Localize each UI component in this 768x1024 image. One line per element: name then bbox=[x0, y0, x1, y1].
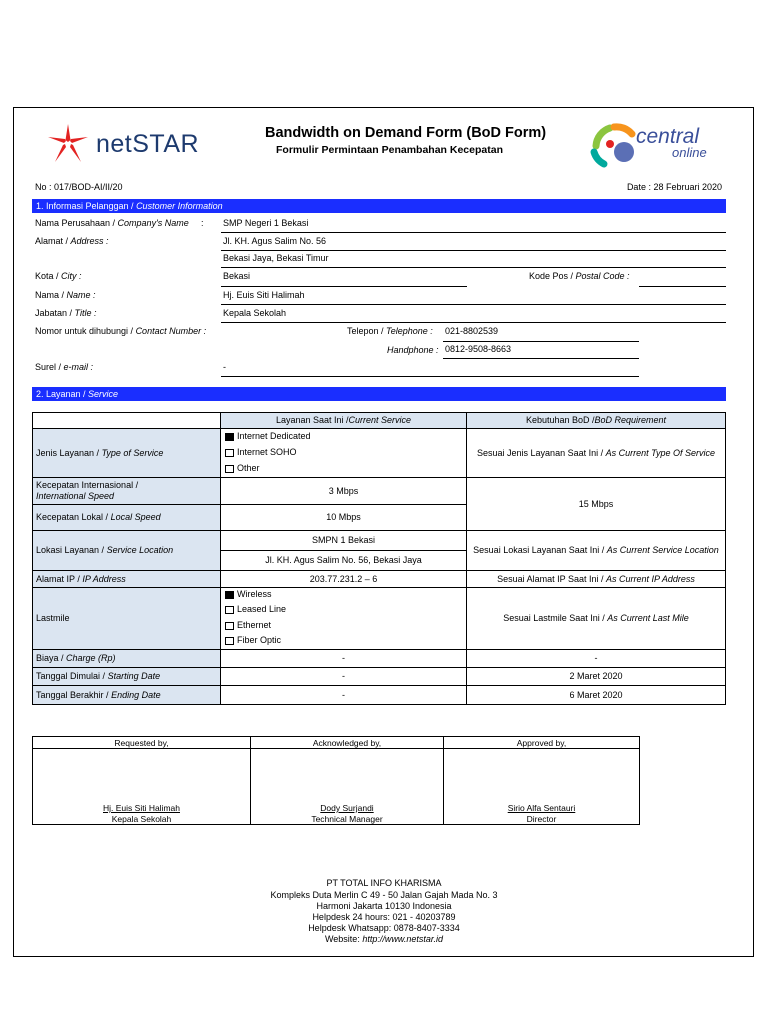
starting-date-requirement: 2 Maret 2020 bbox=[467, 668, 726, 686]
charge-label: Biaya / Charge (Rp) bbox=[33, 650, 221, 668]
form-subtitle: Formulir Permintaan Penambahan Kecepatan bbox=[276, 144, 503, 156]
title-value: Kepala Sekolah bbox=[223, 308, 287, 318]
document-date: Date : 28 Februari 2020 bbox=[626, 182, 722, 192]
address-line2: Bekasi Jaya, Bekasi Timur bbox=[223, 253, 329, 263]
lastmile-current bbox=[221, 588, 467, 650]
local-speed-label: Kecepatan Lokal / Local Speed bbox=[33, 505, 221, 531]
title-label: Jabatan / Title : bbox=[35, 308, 97, 318]
starting-date-current: - bbox=[221, 668, 467, 686]
local-speed-value: 10 Mbps bbox=[221, 505, 467, 531]
netstar-star-icon bbox=[46, 122, 90, 166]
handphone-underline bbox=[443, 358, 639, 359]
section1-heading: 1. Informasi Pelanggan / Customer Information bbox=[32, 199, 726, 213]
website-link[interactable]: http://www.netstar.id bbox=[362, 934, 444, 944]
contact-label: Nomor untuk dihubungi / Contact Number : bbox=[35, 326, 207, 336]
online-wordmark: online bbox=[672, 145, 707, 160]
acknowledger-role: Technical Manager bbox=[311, 814, 383, 824]
starting-date-label: Tanggal Dimulai / Starting Date bbox=[33, 668, 221, 686]
city-value: Bekasi bbox=[223, 271, 251, 281]
charge-requirement: - bbox=[467, 650, 726, 668]
footer-address-1: Kompleks Duta Merlin C 49 - 50 Jalan Gajah Mada No. 3 bbox=[270, 890, 498, 900]
city-label: Kota / City : bbox=[35, 271, 82, 281]
telephone-underline bbox=[443, 341, 639, 342]
signature-table bbox=[32, 736, 640, 825]
checkbox-unchecked bbox=[225, 622, 234, 630]
email-underline bbox=[221, 376, 639, 377]
option-wireless: Wireless bbox=[225, 589, 272, 600]
title-underline bbox=[221, 322, 726, 323]
address-underline-2 bbox=[221, 267, 726, 268]
service-location-name: SMPN 1 Bekasi bbox=[221, 531, 467, 551]
type-of-service-current bbox=[221, 429, 467, 478]
ip-address-value: 203.77.231.2 – 6 bbox=[221, 571, 467, 588]
telephone-value: 021-8802539 bbox=[445, 326, 499, 336]
requested-by-header: Requested by, bbox=[114, 738, 169, 748]
option-ethernet: Ethernet bbox=[225, 620, 271, 631]
name-value: Hj. Euis Siti Halimah bbox=[223, 290, 305, 300]
service-location-label: Lokasi Layanan / Service Location bbox=[33, 531, 221, 571]
footer-company: PT TOTAL INFO KHARISMA bbox=[326, 878, 442, 888]
approver-role: Director bbox=[526, 814, 557, 824]
company-label: Nama Perusahaan / Company's Name bbox=[35, 218, 189, 228]
netstar-wordmark: netSTAR bbox=[96, 130, 200, 158]
form-title: Bandwidth on Demand Form (BoD Form) bbox=[265, 125, 547, 141]
name-underline bbox=[221, 304, 726, 305]
service-location-address: Jl. KH. Agus Salim No. 56, Bekasi Jaya bbox=[221, 551, 467, 571]
type-of-service-requirement: Sesuai Jenis Layanan Saat Ini / As Current Type Of Service bbox=[467, 429, 726, 478]
option-internet-dedicated: Internet Dedicated bbox=[225, 431, 311, 442]
approved-by-header: Approved by, bbox=[516, 738, 567, 748]
ip-address-label: Alamat IP / IP Address bbox=[33, 571, 221, 588]
signature-header-divider bbox=[33, 748, 639, 749]
handphone-value: 0812-9508-8663 bbox=[445, 344, 512, 354]
international-speed-value: 3 Mbps bbox=[221, 478, 467, 505]
email-label: Surel / e-mail : bbox=[35, 362, 94, 372]
charge-current: - bbox=[221, 650, 467, 668]
footer-address-2: Harmoni Jakarta 10130 Indonesia bbox=[316, 901, 452, 911]
address-underline-1 bbox=[221, 250, 726, 251]
section2-heading: 2. Layanan / Service bbox=[32, 387, 726, 401]
handphone-label: Handphone : bbox=[387, 345, 439, 355]
checkbox-unchecked bbox=[225, 637, 234, 645]
telephone-label: Telepon / Telephone : bbox=[347, 326, 433, 336]
ending-date-current: - bbox=[221, 686, 467, 705]
checkbox-unchecked bbox=[225, 465, 234, 473]
speed-requirement-value: 15 Mbps bbox=[467, 478, 726, 531]
option-other: Other bbox=[225, 463, 260, 474]
central-wordmark: central bbox=[636, 125, 700, 148]
acknowledger-name: Dody Surjandi bbox=[320, 803, 374, 813]
address-line1: Jl. KH. Agus Salim No. 56 bbox=[223, 236, 327, 246]
col-header-requirement: Kebutuhan BoD / BoD Requirement bbox=[467, 413, 726, 429]
email-value: - bbox=[223, 362, 226, 372]
document-number: No : 017/BOD-AI/II/20 bbox=[35, 182, 123, 192]
requester-role: Kepala Sekolah bbox=[111, 814, 172, 824]
acknowledged-by-header: Acknowledged by, bbox=[312, 738, 382, 748]
name-label: Nama / Name : bbox=[35, 290, 96, 300]
postal-code-underline bbox=[639, 286, 726, 287]
ending-date-label: Tanggal Berakhir / Ending Date bbox=[33, 686, 221, 705]
ip-address-requirement: Sesuai Alamat IP Saat Ini / As Current IP Address bbox=[467, 571, 726, 588]
city-underline bbox=[221, 286, 467, 287]
company-colon: : bbox=[201, 218, 204, 228]
footer-website: Website: http://www.netstar.id bbox=[324, 934, 444, 944]
checkbox-checked bbox=[225, 591, 234, 599]
option-leased-line: Leased Line bbox=[225, 604, 286, 615]
central-online-logo bbox=[588, 122, 728, 170]
service-location-requirement: Sesuai Lokasi Layanan Saat Ini / As Current Service Location bbox=[467, 531, 726, 571]
checkbox-unchecked bbox=[225, 606, 234, 614]
lastmile-label: Lastmile bbox=[33, 588, 221, 650]
checkbox-checked bbox=[225, 433, 234, 441]
netstar-logo bbox=[46, 122, 226, 168]
option-fiber-optic: Fiber Optic bbox=[225, 635, 281, 646]
option-internet-soho: Internet SOHO bbox=[225, 447, 297, 458]
address-label: Alamat / Address : bbox=[35, 236, 109, 246]
footer-whatsapp: Helpdesk Whatsapp: 0878-8407-3334 bbox=[308, 923, 460, 933]
footer-helpdesk: Helpdesk 24 hours: 021 - 40203789 bbox=[312, 912, 456, 922]
company-value: SMP Negeri 1 Bekasi bbox=[223, 218, 309, 228]
company-underline bbox=[221, 232, 726, 233]
table-corner-cell bbox=[33, 413, 221, 429]
checkbox-unchecked bbox=[225, 449, 234, 457]
requester-name: Hj. Euis Siti Halimah bbox=[103, 803, 180, 813]
lastmile-requirement: Sesuai Lastmile Saat Ini / As Current Last Mile bbox=[467, 588, 726, 650]
ending-date-requirement: 6 Maret 2020 bbox=[467, 686, 726, 705]
type-of-service-label: Jenis Layanan / Type of Service bbox=[33, 429, 221, 478]
postal-code-label: Kode Pos / Postal Code : bbox=[529, 271, 630, 281]
service-table bbox=[32, 412, 726, 705]
col-header-current: Layanan Saat Ini / Current Service bbox=[221, 413, 467, 429]
international-speed-label: Kecepatan Internasional / International Speed bbox=[33, 478, 221, 505]
approver-name: Sirio Alfa Sentauri bbox=[507, 803, 576, 813]
